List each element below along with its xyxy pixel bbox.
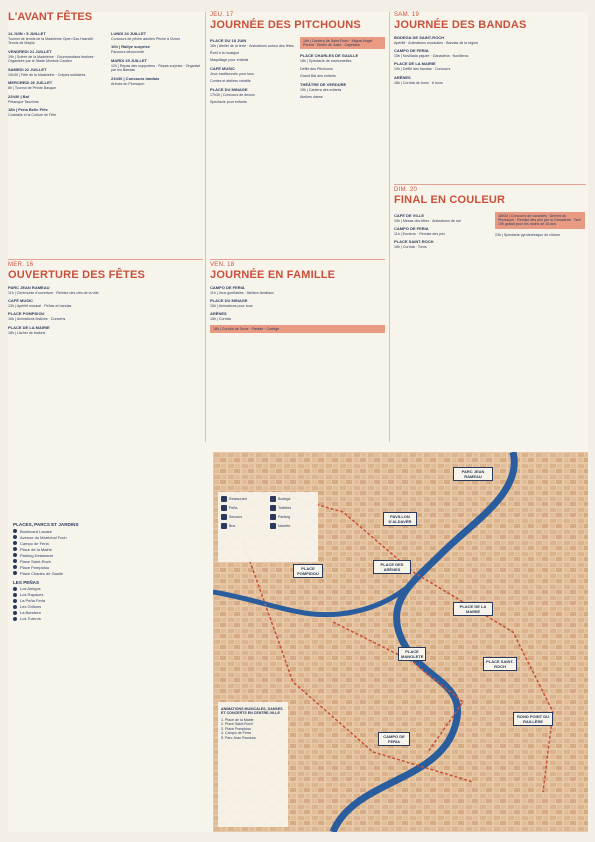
event-item (394, 61, 586, 71)
legend-symbol-icon (270, 514, 276, 520)
event-item (111, 58, 203, 73)
event-item (210, 285, 385, 295)
section-avant-fetes (8, 12, 203, 257)
location-pin-icon (13, 565, 17, 569)
legend-group-title: PLACES, PARCS ET JARDINS (13, 522, 79, 527)
final-closing: 23h | Spectacle pyrotechnique de clôture (495, 232, 561, 237)
venue-event: Grand Bal des enfants (300, 74, 336, 79)
event-item (8, 298, 203, 308)
legend-group-title: LES PEÑAS (13, 579, 40, 585)
animation-item: 2. Place Saint-Roch (221, 722, 253, 727)
legend-item (13, 559, 213, 564)
final-highlight: 18h30 | Concours de cocardes · Arènes du Plumaçon · Remise des prix par la Ganaderia · Tarif 10€ gratuit pour les moins de 16 ans (495, 212, 585, 229)
event-item (111, 76, 203, 86)
legend-item-label: Place Pompidou (20, 564, 50, 570)
venue-event: 18h | Spectacle de marionnettes (300, 59, 352, 64)
event-text: 11h | Jeux gonflables · Ateliers familiaux (210, 290, 274, 295)
legend-item-label: Los Amigos (20, 586, 41, 592)
icon-legend-label: Secours (229, 514, 243, 519)
event-text: 16h | Animations festives · Concerts (8, 317, 66, 322)
location-pin-icon (13, 587, 17, 591)
event-item (8, 80, 103, 90)
map-label: PAVILLON D'ALDAVÈR (383, 512, 417, 526)
ouverture-list (8, 285, 203, 336)
legend-item-label: Avenue du Maréchal Foch (20, 534, 67, 540)
icon-legend-item (270, 523, 316, 529)
event-text: 11h | Encierro · Remise des prix (394, 231, 445, 236)
event-heading: PLACE POMPIDOU (8, 311, 45, 317)
icon-legend-item (221, 505, 267, 511)
legend-symbol-icon (221, 496, 227, 502)
animation-item: 1. Place de la Mairie (221, 717, 254, 722)
icon-legend-label: Peña (229, 505, 238, 510)
icon-legend-label: Navette (278, 523, 291, 528)
map-legend (13, 522, 213, 625)
icon-legend-label: Bodega (278, 496, 291, 501)
map-label: PARC JEAN RAMEAU (453, 467, 493, 481)
event-text: Parcours découverte (111, 50, 145, 55)
event-heading: LUNDI 24 JUILLET (111, 31, 147, 36)
venue-name: THÉÂTRE DE VERDURE (300, 81, 347, 87)
legend-item-label: Los Rapaces (20, 592, 44, 598)
icon-legend-item (221, 523, 267, 529)
event-heading: PARC JEAN RAMEAU (8, 284, 50, 290)
event-item (8, 325, 203, 335)
legend-item-label: Place Charles de Gaulle (20, 570, 64, 576)
legend-item-label: Boulevard Lacaze (20, 528, 53, 534)
event-text: 18h | Corrida (210, 317, 231, 322)
divider (389, 12, 390, 442)
event-text: 19h | Défilé des bandas · Concours (394, 67, 451, 72)
location-pin-icon (13, 535, 17, 539)
icon-legend-label: Restaurant (229, 496, 247, 501)
event-item (8, 311, 203, 321)
event-item (111, 31, 203, 41)
section-famille (210, 257, 385, 335)
section-bandas (394, 12, 586, 88)
venue-event: Ateliers danse (300, 95, 323, 100)
location-pin-icon (13, 529, 17, 533)
event-heading: BODEGA DE SAINT-ROCH (394, 34, 445, 40)
bandas-title: JOURNÉE DES BANDAS (394, 18, 527, 31)
location-pin-icon (13, 553, 17, 557)
venue-event: Jeux traditionnels pour tous (210, 71, 254, 76)
event-heading: CAFÉ MUSIC (8, 297, 33, 303)
animations-title: ANIMATIONS MUSICALES, DANSES ET CONCERTS EN CENTRE-VILLE (221, 707, 283, 716)
venue-event: 19h | Cantera des enfants (300, 87, 342, 92)
event-text: Arènes du Plumaçon (111, 81, 145, 86)
icon-legend-label: Bus (229, 523, 236, 528)
location-pin-icon (13, 599, 17, 603)
map-label: PLACE POMPIDOU (293, 564, 323, 578)
event-item (8, 285, 203, 295)
section-pitchouns (210, 12, 385, 108)
programme-page (8, 12, 588, 832)
map-label: CAMPO DE FERIA (378, 732, 410, 746)
event-text: 18h | Corrida de toros · 6 toros (394, 80, 443, 85)
legend-symbol-icon (221, 514, 227, 520)
venue-name: PLACE CHARLES DE GAULLE (300, 53, 359, 59)
venue-event: Maquillage pour enfants (210, 58, 249, 63)
legend-item-label: Campo de Feria (20, 540, 49, 546)
legend-item (13, 616, 213, 621)
avant-title: L'AVANT FÊTES (8, 11, 93, 23)
event-heading: PLACE DE LA MAIRIE (394, 61, 436, 67)
avant-col-1 (8, 28, 103, 121)
event-heading: SAMEDI 22 JUILLET (8, 66, 47, 72)
event-item (210, 311, 385, 321)
icon-legend-item (270, 505, 316, 511)
icon-legend-item (270, 514, 316, 520)
location-pin-icon (13, 559, 17, 563)
icon-legend-label: Toilettes (278, 505, 292, 510)
venue-event: Spectacle pour enfants (210, 100, 247, 105)
map-icon-legend (221, 496, 316, 529)
event-item (111, 44, 203, 54)
event-heading: 21h30 | Concours landais (111, 75, 160, 81)
legend-item (13, 604, 213, 609)
legend-item-label: Parking Delamarre (20, 552, 54, 558)
legend-item (13, 547, 213, 552)
legend-group (13, 580, 213, 622)
legend-item (13, 571, 213, 576)
location-pin-icon (13, 617, 17, 621)
event-heading: CAMPO DE FERIA (394, 47, 429, 53)
final-title: FINAL EN COULEUR (394, 193, 506, 206)
event-text: Concours de pêche adultes Pêche à l'Amor (111, 37, 181, 41)
venue-event: Contes et ateliers créatifs (210, 79, 251, 84)
map-label: ROND POINT DU RAILLÈRE (513, 712, 553, 726)
famille-highlight: 18h | Corrida de Toros · Parade · Cortège (210, 325, 385, 333)
event-heading: 10h | Rallye surprise (111, 44, 150, 50)
event-item (8, 94, 103, 104)
event-text: 10h | Messe des fêtes · Animations de rue (394, 218, 462, 223)
legend-symbol-icon (221, 523, 227, 529)
event-text: 15h | Animations pour tous (210, 303, 253, 308)
legend-item (13, 592, 213, 597)
animations-box (221, 707, 285, 740)
event-text: 18h | Corrida · Toros (394, 245, 427, 250)
legend-item-label: Les Grillons (20, 604, 42, 610)
event-heading: CAMPO DE FERIA (394, 225, 429, 231)
famille-title: JOURNÉE EN FAMILLE (210, 268, 336, 281)
venue-event: Défilé des Pitchouns (300, 66, 333, 71)
event-heading: ARÈNES (394, 74, 411, 80)
event-item (8, 31, 103, 46)
legend-symbol-icon (270, 505, 276, 511)
event-item (394, 226, 489, 236)
event-heading: CAFÉ DE VILLE (394, 212, 425, 218)
section-final (394, 182, 586, 253)
venue-event: 16h | Atelier de la terre · Animations autour des fêtes (210, 43, 294, 48)
location-pin-icon (13, 593, 17, 597)
location-pin-icon (13, 541, 17, 545)
famille-list (210, 285, 385, 322)
event-item (394, 239, 489, 249)
pitchouns-day: JEU. 17 (210, 12, 234, 18)
divider (205, 12, 206, 442)
ouverture-day: MER. 16 (8, 262, 34, 268)
venue-event: Éveil à la musique (210, 50, 240, 55)
venue-name: CAFÉ MUSIC (210, 65, 235, 71)
legend-item (13, 586, 213, 591)
ouverture-title: OUVERTURE DES FÊTES (8, 268, 146, 281)
legend-item (13, 610, 213, 615)
event-text: Apéritif · Animations musicales · Bandas de la région (394, 40, 479, 45)
event-heading: ARÈNES (210, 311, 227, 317)
venue-name: PLACE DU 18 JUIN (210, 37, 247, 43)
pitchouns-col-1 (210, 35, 294, 108)
event-text: 13h | Apéritif musical · Peñas et bandas (8, 303, 72, 308)
legend-item (13, 598, 213, 603)
final-list (394, 210, 489, 253)
legend-item-label: Place Saint-Roch (20, 558, 51, 564)
event-item (394, 75, 586, 85)
map-label: PLACE DE LA MAIRIE (453, 602, 493, 616)
event-text: 10h30 | Fête de la Madeleine · Crêpes solidaires (8, 72, 86, 77)
legend-item-label: La Bandera (20, 610, 41, 616)
event-heading: MERCREDI 26 JUILLET (8, 80, 53, 86)
event-item (8, 107, 103, 117)
event-text: Pétanque Tauzinne (8, 99, 39, 104)
legend-item-label: Place de la Mairie (20, 546, 52, 552)
animation-item: 4. Campo de Feria (221, 731, 251, 736)
event-heading: PLACE SAINT-ROCH (394, 239, 434, 245)
event-item (8, 49, 103, 64)
location-pin-icon (13, 547, 17, 551)
event-heading: VENDREDI 21 JUILLET (8, 48, 52, 54)
bandas-day: SAM. 19 (394, 12, 420, 18)
event-text: 8h | Tournoi de Pelote Basque (8, 86, 57, 91)
final-day: DIM. 20 (394, 187, 418, 193)
legend-symbol-icon (270, 523, 276, 529)
event-text: 12h | Repas des supporters · Repas surprise · Organisé par les Bandas (111, 63, 201, 73)
legend-item (13, 529, 213, 534)
event-heading: 18h | Pena Belle Fête (8, 107, 48, 113)
event-heading: 22h30 | Bal (8, 93, 29, 99)
venue-event: 17h30 | Concours de dessin (210, 92, 255, 97)
animation-item: 5. Parc Jean Rameau (221, 735, 256, 740)
event-heading: PLACE DU MINAGE (210, 297, 248, 303)
legend-item (13, 541, 213, 546)
location-pin-icon (13, 611, 17, 615)
map-label: PLACE DES ARÈNES (373, 560, 411, 574)
section-ouverture (8, 257, 203, 338)
legend-group (13, 522, 213, 576)
icon-legend-item (221, 514, 267, 520)
icon-legend-item (221, 496, 267, 502)
event-heading: PLACE DE LA MAIRIE (8, 324, 50, 330)
location-pin-icon (13, 571, 17, 575)
legend-symbol-icon (270, 496, 276, 502)
legend-item-label: Los Toreros (20, 616, 41, 622)
event-item (394, 48, 586, 58)
event-heading: CAMPO DE FERIA (210, 284, 245, 290)
event-item (394, 213, 489, 223)
event-item (210, 298, 385, 308)
pitchouns-col-2 (300, 35, 385, 108)
legend-item (13, 553, 213, 558)
map-label: PLACE SAINT-ROCH (483, 657, 517, 671)
legend-item (13, 565, 213, 570)
icon-legend-label: Parking (278, 514, 291, 519)
venue-name: PLACE DU MINAGE (210, 86, 248, 92)
event-text: 11h | Cérémonie d'ouverture · Remise des clés de la ville (8, 290, 99, 295)
event-item (8, 67, 103, 77)
location-pin-icon (13, 605, 17, 609)
event-text: Cocktails et la Culture de Fête (8, 113, 57, 118)
famille-day: VEN. 18 (210, 262, 235, 268)
city-map[interactable] (213, 452, 588, 832)
animation-item: 3. Place Pompidou (221, 726, 252, 731)
event-text: Tournoi de tennis de la Madeleine Open Gas Hasnelli · Tennis de Maylis (8, 37, 96, 46)
legend-item-label: La Peña Feria (20, 598, 46, 604)
event-heading: MARDI 25 JUILLET (111, 57, 148, 63)
avant-col-2 (111, 28, 203, 121)
pitchouns-highlight: 18h | Cantera de Saint-Roch · Miguel Angel Perera · Emilio de Justo · Cayetano (300, 37, 385, 50)
event-heading: 14 JUIN › 5 JUILLET (8, 31, 46, 36)
event-text: 19h | Soirée de la Madeleine · Gourmandises festives · Organisée par le Stade Montois Coutlen (8, 54, 96, 64)
legend-item (13, 535, 213, 540)
map-label: PLACE MANOLETE (398, 647, 426, 661)
icon-legend-item (270, 496, 316, 502)
pitchouns-title: JOURNÉE DES PITCHOUNS (210, 18, 361, 31)
legend-symbol-icon (221, 505, 227, 511)
bandas-list (394, 35, 586, 86)
event-text: 15h | Novillada piquée · Ganaderia · Novilleros (394, 53, 469, 58)
event-text: 18h | Lâcher de ballons (8, 330, 46, 335)
event-item (394, 35, 586, 45)
